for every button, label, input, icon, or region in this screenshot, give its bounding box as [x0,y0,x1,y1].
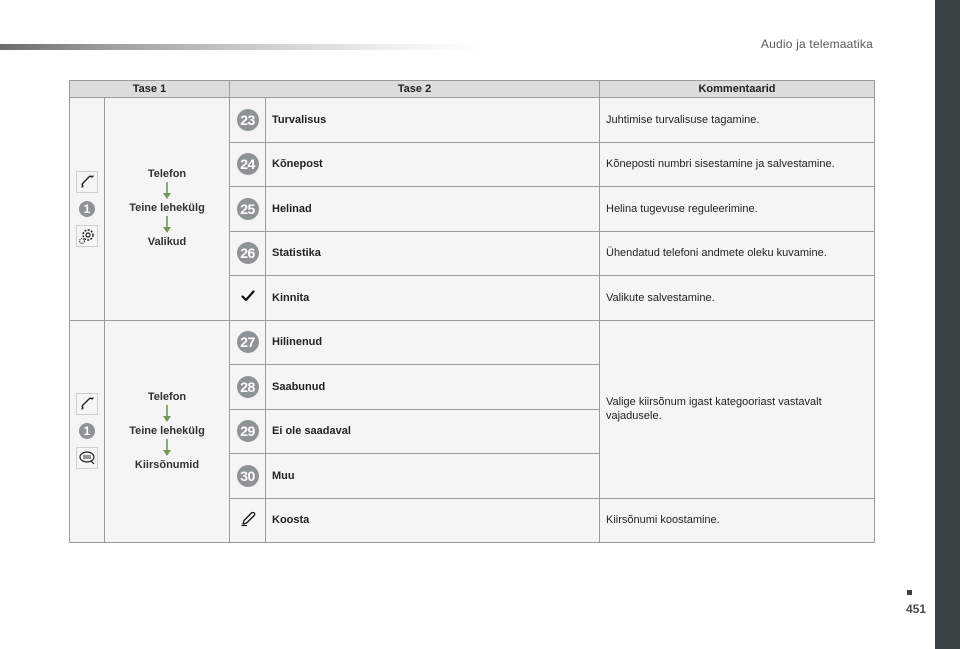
table-header-row [70,81,875,98]
settings-gear-icon [76,225,98,247]
group1-path-cell [105,98,230,321]
badge-cell [230,409,266,454]
right-sidebar-strip [935,0,960,649]
item-name: Statistika [266,231,600,276]
item-name: Turvalisus [266,98,600,143]
badge-cell [230,365,266,410]
path-step-quick-messages: Kiirsõnumid [134,458,200,471]
path-step-phone: Telefon [147,168,187,181]
item-name: Kinnita [266,276,600,321]
message-bubble-icon [76,447,98,469]
badge-cell [230,498,266,543]
item-comment: Juhtimise turvalisuse tagamine. [600,98,875,143]
badge-cell [230,320,266,365]
path-step-phone: Telefon [147,390,187,403]
down-arrow-icon [162,405,172,423]
down-arrow-icon [162,216,172,234]
group2-path-cell [105,320,230,543]
item-name: Helinad [266,187,600,232]
page-marker [907,590,912,595]
header-gradient-rule [0,44,480,50]
table-row [70,320,875,365]
item-badge: 27 [237,331,259,353]
item-comment: Kõneposti numbri sisestamine ja salvestamine. [600,142,875,187]
column-header-comments: Kommentaarid [600,81,875,98]
badge-cell [230,187,266,232]
item-badge: 28 [237,376,259,398]
item-comment: Ühendatud telefoni andmete oleku kuvamine. [600,231,875,276]
item-badge: 24 [237,153,259,175]
item-comment-merged: Valige kiirsõnum igast kategooriast vastavalt vajadusele. [600,320,875,498]
item-name: Koosta [266,498,600,543]
item-badge: 23 [237,109,259,131]
level-badge: 1 [79,423,95,439]
column-header-level1: Tase 1 [70,81,230,98]
item-badge: 25 [237,198,259,220]
column-header-level2: Tase 2 [230,81,600,98]
badge-cell [230,98,266,143]
badge-cell [230,142,266,187]
item-comment: Valikute salvestamine. [600,276,875,321]
phone-handset-icon [76,393,98,415]
level-badge: 1 [79,201,95,217]
item-badge: 30 [237,465,259,487]
item-comment: Kiirsõnumi koostamine. [600,498,875,543]
group2-icons-cell [70,320,105,543]
table-row [70,98,875,143]
badge-cell [230,454,266,499]
group1-icons-cell [70,98,105,321]
pen-icon [240,511,256,527]
checkmark-icon [241,289,255,303]
item-name: Ei ole saadaval [266,409,600,454]
menu-table [69,80,875,543]
item-name: Kõnepost [266,142,600,187]
item-name: Muu [266,454,600,499]
path-step-second-page: Teine lehekülg [129,424,205,437]
item-badge: 29 [237,420,259,442]
page-number: 451 [905,602,926,616]
item-comment: Helina tugevuse reguleerimine. [600,187,875,232]
phone-handset-icon [76,171,98,193]
badge-cell [230,276,266,321]
item-badge: 26 [237,242,259,264]
section-title: Audio ja telemaatika [760,37,873,51]
path-step-second-page: Teine lehekülg [129,202,205,215]
down-arrow-icon [162,439,172,457]
badge-cell [230,231,266,276]
item-name: Saabunud [266,365,600,410]
down-arrow-icon [162,182,172,200]
item-name: Hilinenud [266,320,600,365]
path-step-options: Valikud [147,236,187,249]
